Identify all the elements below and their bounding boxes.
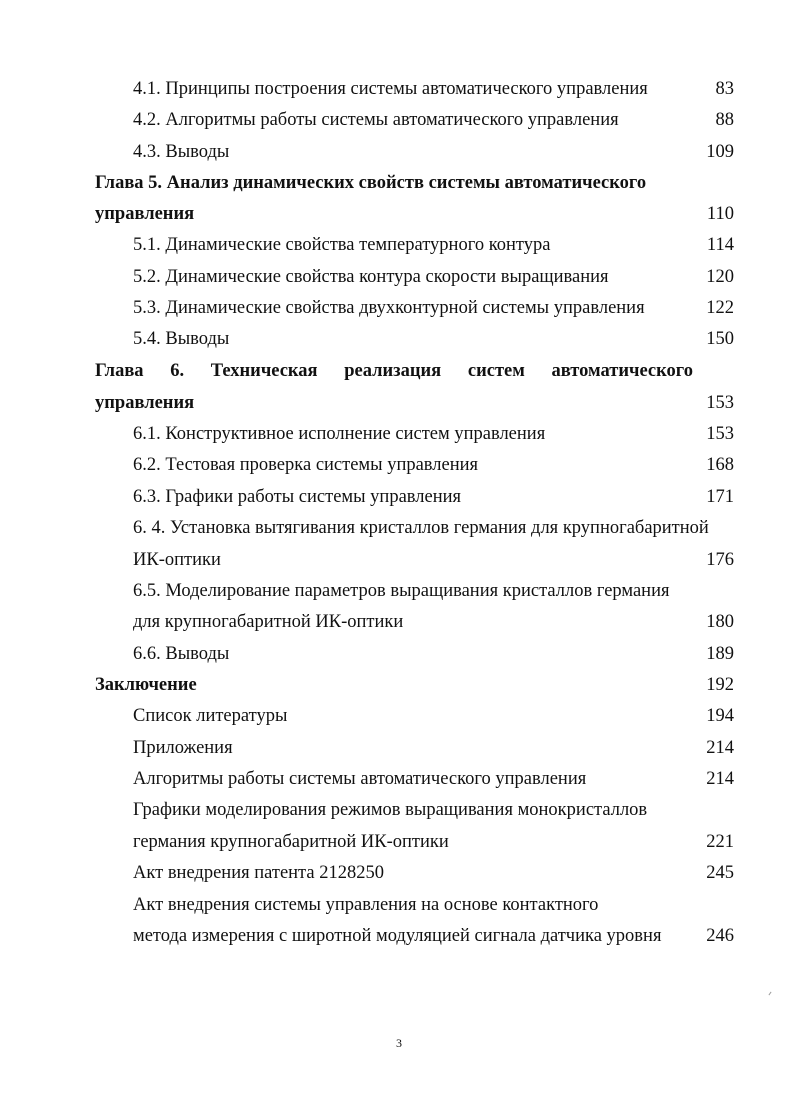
toc-entry-6-5: 6.5. Моделирование параметров выращивания кристаллов германия <box>133 581 670 601</box>
toc-chapter-5-heading: Глава 5. Анализ динамических свойств системы автоматического <box>95 173 647 193</box>
toc-entry-6-4: 6. 4. Установка вытягивания кристаллов германия для крупногабаритной <box>133 518 709 538</box>
toc-entry-5-3: 5.3. Динамические свойства двухконтурной системы управления <box>133 298 645 318</box>
toc-page-number: 153 <box>706 424 734 444</box>
toc-page-number: 122 <box>706 298 734 318</box>
heading-word: систем <box>467 361 525 381</box>
toc-page-number: 189 <box>706 644 734 664</box>
heading-word: Глава <box>95 361 144 381</box>
toc-page-number: 83 <box>715 79 734 99</box>
toc-entry-4-2: 4.2. Алгоритмы работы системы автоматического управления <box>133 110 619 130</box>
toc-entry-6-1: 6.1. Конструктивное исполнение систем управления <box>133 424 546 444</box>
toc-page-number: 109 <box>706 142 734 162</box>
toc-page-number: 88 <box>715 110 734 130</box>
toc-appendices: Приложения <box>133 738 233 758</box>
toc-appendix-patent-act: Акт внедрения патента 2128250 <box>133 863 384 883</box>
toc-appendix-graphs: Графики моделирования режимов выращивания монокристаллов <box>133 800 648 820</box>
heading-word: Техническая <box>210 361 318 381</box>
toc-entry-5-1: 5.1. Динамические свойства температурного контура <box>133 235 551 255</box>
heading-word: автоматического <box>551 361 693 381</box>
toc-entry-6-2: 6.2. Тестовая проверка системы управления <box>133 455 479 475</box>
toc-page-number: 120 <box>706 267 734 287</box>
toc-page-number: 192 <box>706 675 734 695</box>
toc-page-number: 194 <box>706 706 734 726</box>
toc-page-number: 245 <box>706 863 734 883</box>
scan-speck <box>768 992 771 996</box>
toc-appendix-system-act-cont: метода измерения с широтной модуляцией сигнала датчика уровня <box>133 926 662 946</box>
toc-appendix-algorithms: Алгоритмы работы системы автоматического управления <box>133 769 587 789</box>
toc-page-number: 214 <box>706 769 734 789</box>
toc-references: Список литературы <box>133 706 288 726</box>
toc-conclusion: Заключение <box>95 675 197 695</box>
heading-word: 6. <box>170 361 185 381</box>
toc-page-number: 150 <box>706 329 734 349</box>
toc-page-number: 114 <box>706 235 734 255</box>
toc-entry-6-5-cont: для крупногабаритной ИК-оптики <box>133 612 404 632</box>
toc-page-number: 180 <box>706 612 734 632</box>
page-number-footer: 3 <box>396 1036 402 1050</box>
toc-entry-6-6: 6.6. Выводы <box>133 644 230 664</box>
toc-entry-4-1: 4.1. Принципы построения системы автоматического управления <box>133 79 648 99</box>
heading-word: реализация <box>344 361 442 381</box>
toc-chapter-5-heading-cont: управления <box>95 204 195 224</box>
toc-entry-6-4-cont: ИК-оптики <box>133 550 221 570</box>
toc-page-number: 214 <box>706 738 734 758</box>
toc-entry-6-3: 6.3. Графики работы системы управления <box>133 487 462 507</box>
toc-page-number: 168 <box>706 455 734 475</box>
toc-page-number: 246 <box>706 926 734 946</box>
toc-entry-5-2: 5.2. Динамические свойства контура скорости выращивания <box>133 267 609 287</box>
toc-entry-5-4: 5.4. Выводы <box>133 329 230 349</box>
toc-page-number: 221 <box>706 832 734 852</box>
toc-chapter-6-heading-cont: управления <box>95 393 195 413</box>
toc-entry-4-3: 4.3. Выводы <box>133 142 230 162</box>
toc-page-number: 171 <box>706 487 734 507</box>
toc-page-number: 153 <box>706 393 734 413</box>
toc-page-number: 176 <box>706 550 734 570</box>
toc-appendix-system-act: Акт внедрения системы управления на основе контактного <box>133 895 599 915</box>
toc-appendix-graphs-cont: германия крупногабаритной ИК-оптики <box>133 832 449 852</box>
toc-chapter-6-heading <box>95 360 693 382</box>
toc-page-number: 110 <box>706 204 734 224</box>
